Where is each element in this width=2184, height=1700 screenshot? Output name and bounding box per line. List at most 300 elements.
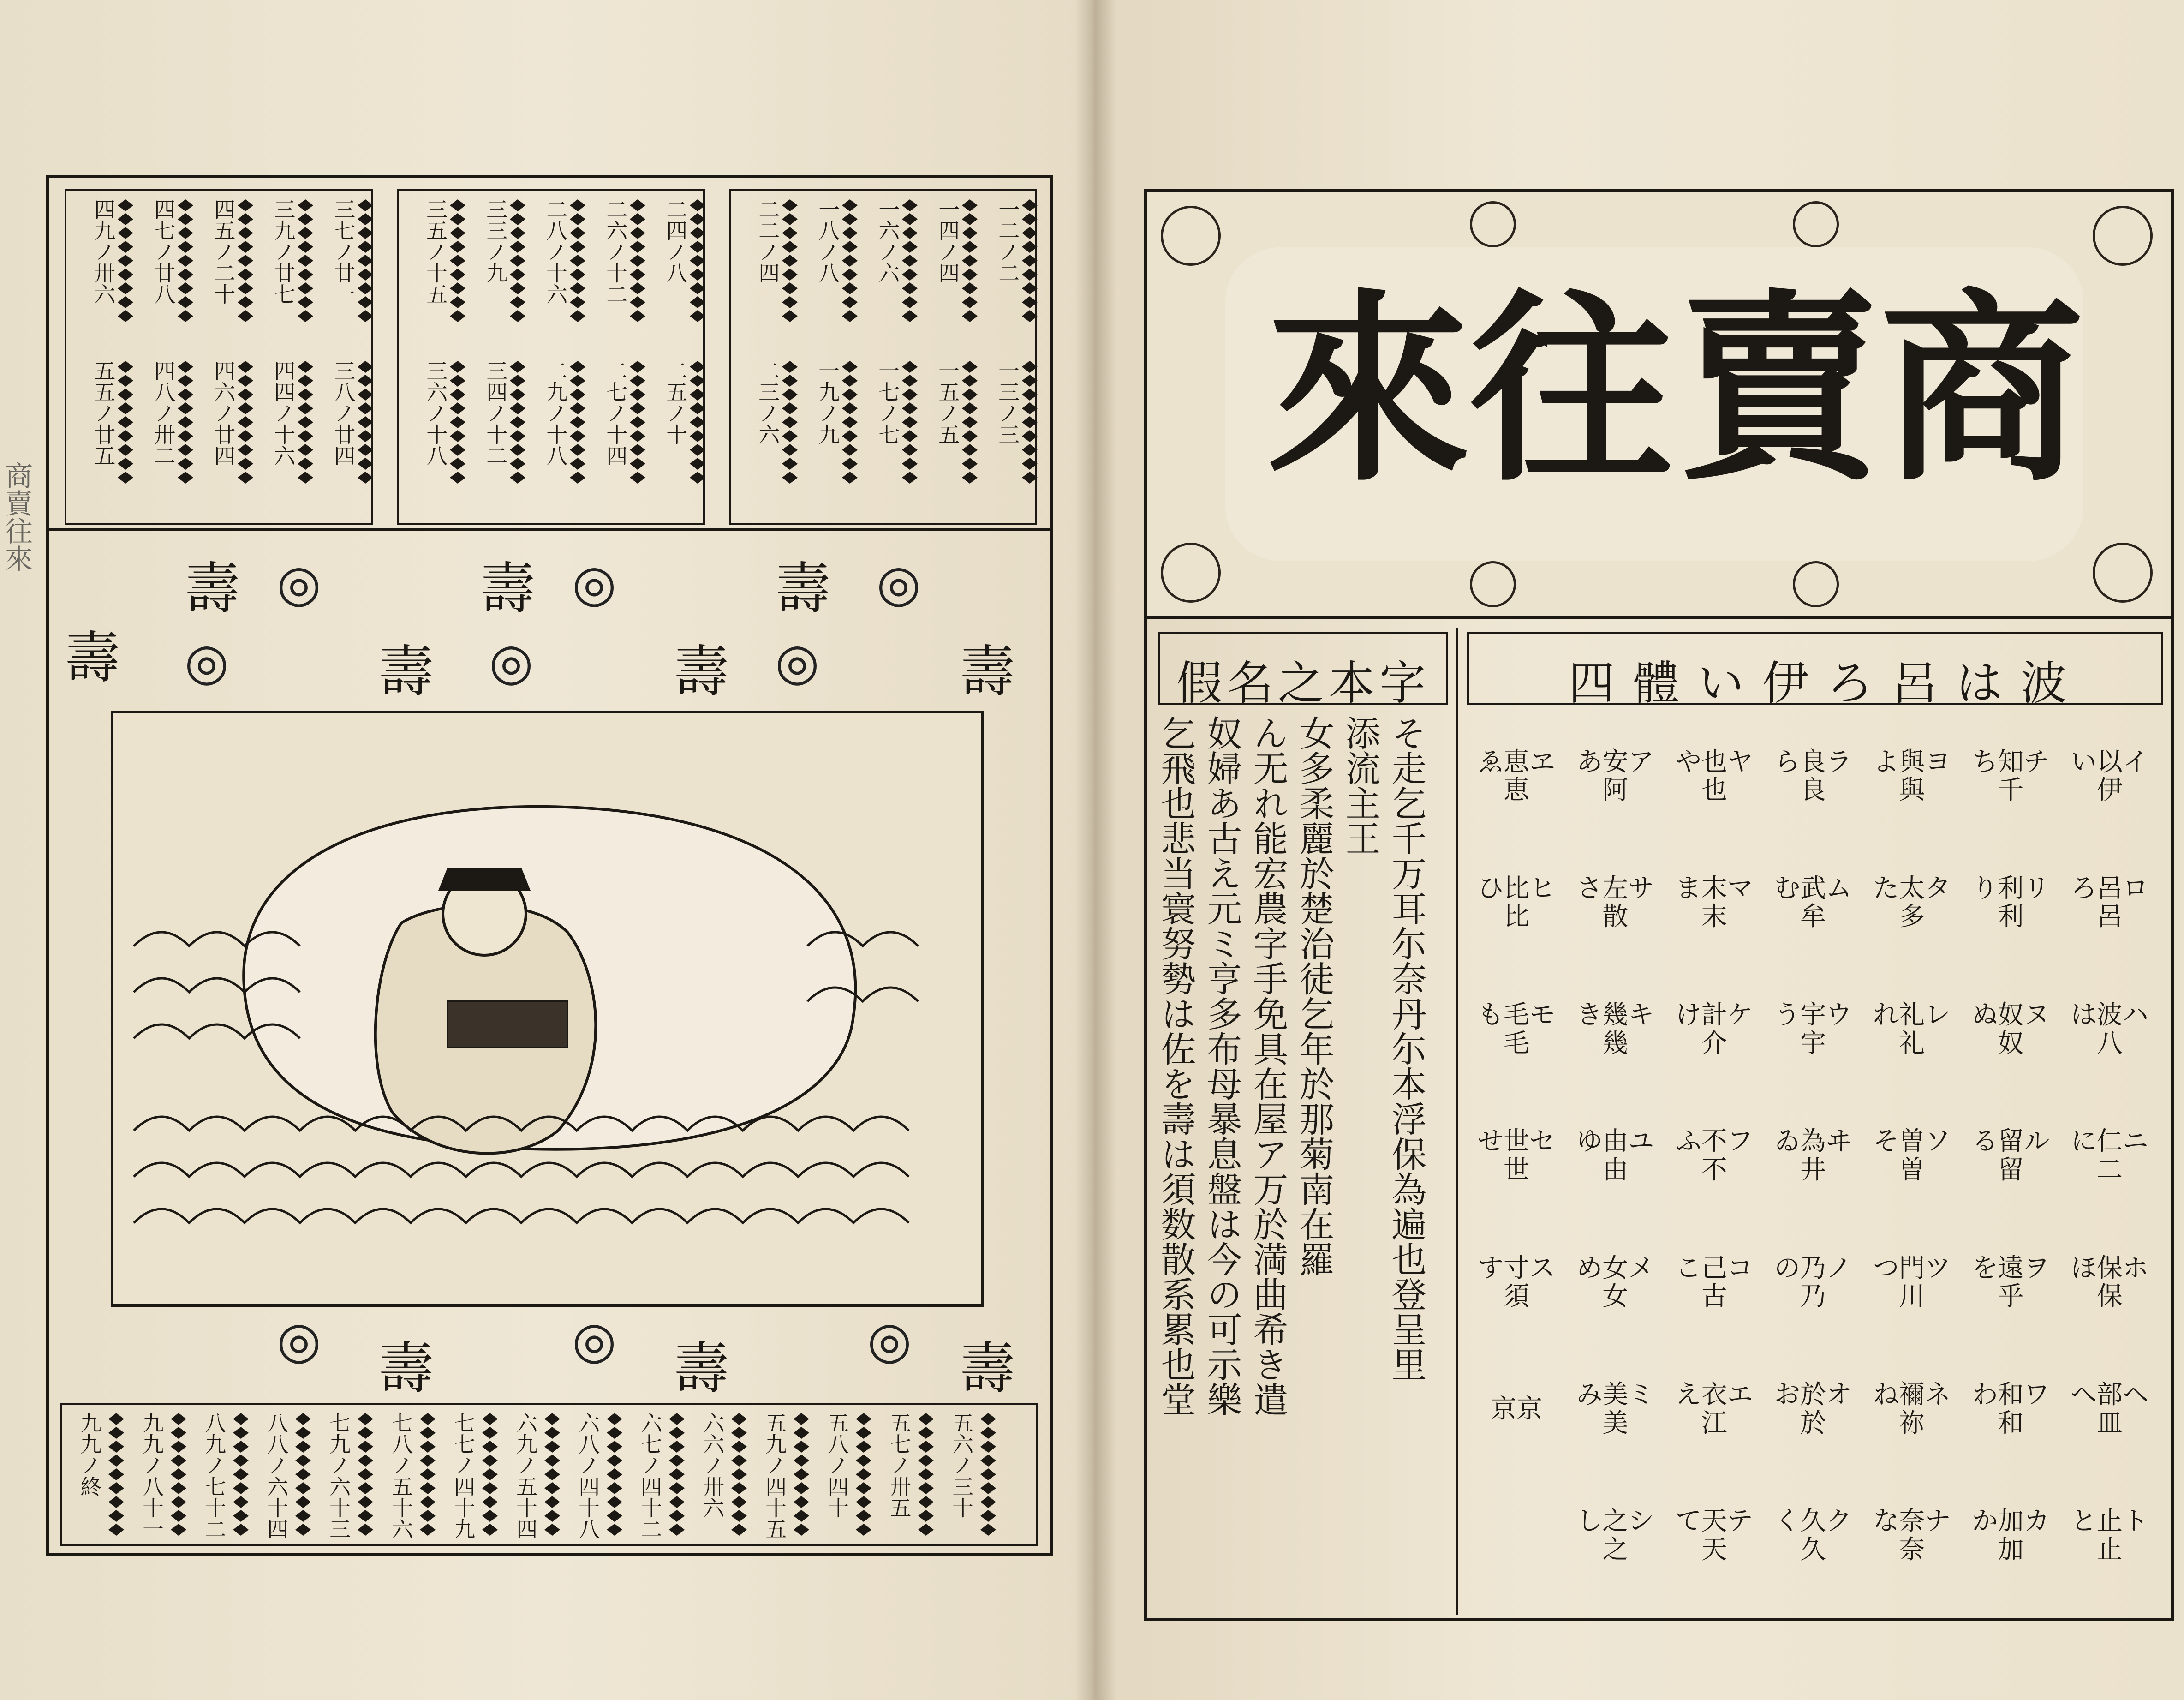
abacus-bead xyxy=(358,444,373,456)
bead-column xyxy=(510,198,525,323)
abacus-label: 七七ノ四十九 xyxy=(451,1412,476,1539)
bead-column xyxy=(782,360,798,485)
abacus-bead xyxy=(782,269,798,281)
abacus-label: 二八ノ十六 xyxy=(543,198,568,305)
abacus-bead xyxy=(842,282,858,294)
iroha-cell: れ礼レ礼 xyxy=(1873,1000,1951,1059)
abacus-bead xyxy=(782,227,798,239)
abacus-bead xyxy=(118,310,133,322)
abacus-bead xyxy=(630,255,645,267)
abacus-bead xyxy=(842,402,858,414)
abacus-bead xyxy=(178,430,193,442)
abacus-bead xyxy=(178,310,193,322)
abacus-bead xyxy=(962,213,978,225)
abacus-label: 二九ノ十八 xyxy=(543,360,568,466)
abacus-bead xyxy=(902,269,918,281)
seal-glyph: 壽 xyxy=(960,640,1015,704)
seal-band xyxy=(55,535,1038,711)
abacus-bead xyxy=(1022,310,1038,322)
abacus-label: 二三ノ六 xyxy=(755,360,781,445)
abacus-bead xyxy=(962,269,978,281)
abacus-bead xyxy=(690,402,705,414)
abacus-bead xyxy=(358,389,373,401)
abacus-bead xyxy=(1022,241,1038,253)
abacus-bead xyxy=(118,282,133,294)
abacus-bead xyxy=(358,402,373,414)
bead-column xyxy=(570,360,585,485)
iroha-cell: し之シ之 xyxy=(1576,1506,1654,1565)
abacus-bead xyxy=(358,361,373,373)
abacus-label: 二二ノ四 xyxy=(755,198,781,283)
abacus-bead xyxy=(118,458,133,470)
illustration xyxy=(115,715,978,1301)
abacus-bead xyxy=(298,430,313,442)
iroha-cell: に仁ニ二 xyxy=(2071,1126,2148,1185)
abacus-bead xyxy=(570,241,585,253)
abacus-bead xyxy=(690,430,705,442)
abacus-bead xyxy=(1022,416,1038,428)
abacus-bead xyxy=(842,375,858,387)
divider xyxy=(46,528,1052,531)
abacus-bead xyxy=(118,416,133,428)
abacus-bead xyxy=(902,361,918,373)
cloud-ornament: ◎ xyxy=(572,1311,616,1370)
iroha-cell: つ門ツ川 xyxy=(1873,1253,1951,1312)
iroha-cell: む武ム牟 xyxy=(1774,873,1852,932)
iroha-cell: も毛モ毛 xyxy=(1478,1000,1556,1059)
abacus-bead xyxy=(510,472,525,484)
abacus-bead xyxy=(690,472,705,484)
abacus-bead xyxy=(902,255,918,267)
abacus-bead xyxy=(238,361,253,373)
scroll-ornament xyxy=(1161,543,1221,603)
abacus-bead xyxy=(298,444,313,456)
scroll-ornament xyxy=(2093,206,2153,266)
cloud-ornament: ◎ xyxy=(877,554,921,613)
seal-glyph: 壽 xyxy=(775,557,830,621)
abacus-bead xyxy=(118,213,133,225)
iroha-cell: せ世セ世 xyxy=(1478,1126,1556,1185)
iroha-cell: り利リ利 xyxy=(1972,873,2050,932)
abacus-bead xyxy=(178,416,193,428)
divider xyxy=(1144,616,2171,619)
abacus-bead xyxy=(1022,213,1038,225)
abacus-label: 三三ノ九 xyxy=(483,198,508,283)
abacus-bead xyxy=(510,310,525,322)
abacus-bead xyxy=(690,361,705,373)
abacus-label: 六七ノ四十二 xyxy=(638,1412,663,1539)
iroha-cell: は波ハ八 xyxy=(2071,1000,2148,1059)
abacus-label: 三七ノ廿一 xyxy=(331,198,356,305)
abacus-bead xyxy=(962,389,978,401)
abacus-bead xyxy=(842,213,858,225)
abacus-bead xyxy=(450,458,465,470)
abacus-bead xyxy=(630,199,645,211)
iroha-cell: さ左サ散 xyxy=(1576,873,1654,932)
abacus-bead xyxy=(1022,472,1038,484)
abacus-bead xyxy=(962,227,978,239)
abacus-bead xyxy=(178,389,193,401)
abacus-bead xyxy=(1022,389,1038,401)
abacus-bead xyxy=(630,416,645,428)
abacus-bead xyxy=(358,458,373,470)
abacus-bead xyxy=(1022,255,1038,267)
abacus-bead xyxy=(1022,361,1038,373)
abacus-bead xyxy=(570,255,585,267)
bead-column xyxy=(358,360,373,485)
abacus-label: 四七ノ廿八 xyxy=(151,198,176,305)
abacus-bead xyxy=(630,472,645,484)
title-char: 往 xyxy=(1470,272,1673,509)
abacus-bead xyxy=(842,444,858,456)
iroha-cell: す寸ス須 xyxy=(1478,1253,1556,1312)
abacus-bead xyxy=(118,199,133,211)
abacus-bead xyxy=(570,458,585,470)
abacus-bead xyxy=(510,241,525,253)
abacus-bead xyxy=(238,199,253,211)
abacus-bead xyxy=(690,255,705,267)
abacus-bead xyxy=(450,310,465,322)
iroha-cell: ゐ為ヰ井 xyxy=(1774,1126,1852,1185)
abacus-label: 六六ノ卅六 xyxy=(700,1412,725,1518)
abacus-bead xyxy=(630,389,645,401)
abacus-bead xyxy=(450,416,465,428)
cloud-ornament: ◎ xyxy=(572,554,616,613)
iroha-cell: よ與ヨ與 xyxy=(1873,747,1951,806)
honji-column: 乞飛也悲当寰努勢は佐を壽は須数散系累也堂 xyxy=(1155,715,1196,1417)
abacus-bead xyxy=(450,282,465,294)
abacus-bead xyxy=(902,430,918,442)
abacus-bead xyxy=(298,296,313,308)
abacus-bead xyxy=(902,296,918,308)
bead-column xyxy=(902,360,918,485)
abacus-bead xyxy=(178,472,193,484)
abacus-label: 一二ノ二 xyxy=(995,198,1020,283)
title-char: 賣 xyxy=(1677,272,1880,509)
seal-glyph: 壽 xyxy=(674,1337,729,1401)
abacus-bead xyxy=(450,402,465,414)
abacus-bead xyxy=(298,227,313,239)
bead-column xyxy=(962,360,978,485)
abacus-bead xyxy=(690,310,705,322)
header-right-label: 四體い伊ろ呂は波 xyxy=(1569,656,2085,710)
abacus-bead xyxy=(298,213,313,225)
divider xyxy=(1456,628,1458,1615)
abacus-bead xyxy=(962,472,978,484)
abacus-label: 六八ノ四十八 xyxy=(575,1412,601,1539)
abacus-bead xyxy=(782,472,798,484)
abacus-bead xyxy=(238,241,253,253)
abacus-bead xyxy=(118,472,133,484)
abacus-bead xyxy=(358,282,373,294)
abacus-bead xyxy=(510,402,525,414)
bead-column xyxy=(238,198,253,323)
iroha-cell: え衣エ江 xyxy=(1675,1379,1753,1438)
iroha-cell: け計ケ介 xyxy=(1675,1000,1753,1059)
abacus-label: 一五ノ五 xyxy=(935,360,961,445)
abacus-bead xyxy=(238,310,253,322)
abacus-bead xyxy=(298,472,313,484)
seal-glyph: 壽 xyxy=(185,557,240,621)
abacus-bead xyxy=(902,213,918,225)
iroha-cell: わ和ワ和 xyxy=(1972,1379,2050,1438)
iroha-cell: 京京 xyxy=(1491,1394,1543,1424)
iroha-cell: ぬ奴ヌ奴 xyxy=(1972,1000,2050,1059)
abacus-label: 三九ノ廿七 xyxy=(271,198,296,305)
abacus-bead xyxy=(842,310,858,322)
abacus-bead xyxy=(902,458,918,470)
abacus-label: 五五ノ廿五 xyxy=(91,360,116,466)
abacus-bead xyxy=(842,430,858,442)
abacus-bead xyxy=(1022,444,1038,456)
abacus-bead xyxy=(962,241,978,253)
abacus-label: 九九ノ八十一 xyxy=(139,1412,165,1539)
abacus-bead xyxy=(630,269,645,281)
abacus-bottom-labels xyxy=(69,1412,1029,1541)
abacus-bead xyxy=(358,296,373,308)
seal-glyph: 壽 xyxy=(378,640,434,704)
iroha-cell: へ部ヘ皿 xyxy=(2071,1379,2148,1438)
abacus-bead xyxy=(178,402,193,414)
abacus-bead xyxy=(238,227,253,239)
bead-column xyxy=(118,360,133,485)
iroha-cell: や也ヤ也 xyxy=(1675,747,1753,806)
abacus-bead xyxy=(238,444,253,456)
abacus-bead xyxy=(690,458,705,470)
bead-column xyxy=(450,198,465,323)
abacus-bead xyxy=(690,213,705,225)
abacus-bead xyxy=(118,402,133,414)
iroha-cell: ろ呂ロ呂 xyxy=(2071,873,2148,932)
abacus-bead xyxy=(962,458,978,470)
abacus-label: 五七ノ卅五 xyxy=(887,1412,912,1518)
abacus-label: 二四ノ八 xyxy=(663,198,688,283)
abacus-bead xyxy=(962,255,978,267)
abacus-bead xyxy=(510,361,525,373)
abacus-bead xyxy=(298,458,313,470)
abacus-bead xyxy=(450,296,465,308)
abacus-bead xyxy=(842,199,858,211)
abacus-label: 一九ノ九 xyxy=(815,360,841,445)
iroha-cell: う宇ウ宇 xyxy=(1774,1000,1852,1059)
abacus-bead xyxy=(178,227,193,239)
abacus-bead xyxy=(510,416,525,428)
abacus-bead xyxy=(690,282,705,294)
abacus-bead xyxy=(690,416,705,428)
abacus-bead xyxy=(630,458,645,470)
abacus-bead xyxy=(358,416,373,428)
abacus-bead xyxy=(902,389,918,401)
abacus-bead xyxy=(570,416,585,428)
abacus-bead xyxy=(298,416,313,428)
iroha-cell: こ己コ古 xyxy=(1675,1253,1753,1312)
abacus-bead xyxy=(962,375,978,387)
abacus-bead xyxy=(178,269,193,281)
cloud-ornament: ◎ xyxy=(489,632,533,691)
abacus-label: 六九ノ五十四 xyxy=(513,1412,538,1539)
abacus-bead xyxy=(358,213,373,225)
abacus-label: 二六ノ十二 xyxy=(603,198,628,305)
abacus-bead xyxy=(1022,375,1038,387)
abacus-bead xyxy=(118,375,133,387)
abacus-bead xyxy=(298,282,313,294)
scroll-ornament xyxy=(1161,206,1221,266)
abacus-bead xyxy=(902,444,918,456)
iroha-cell: め女メ女 xyxy=(1576,1253,1654,1312)
abacus-bead xyxy=(962,416,978,428)
abacus-bead xyxy=(450,444,465,456)
abacus-bead xyxy=(570,361,585,373)
iroha-cell: ら良ラ良 xyxy=(1774,747,1852,806)
abacus-bead xyxy=(570,269,585,281)
abacus-bead xyxy=(450,472,465,484)
abacus-bead xyxy=(510,375,525,387)
abacus-label: 四五ノ二十 xyxy=(211,198,236,305)
bead-column xyxy=(298,360,313,485)
seal-glyph: 壽 xyxy=(378,1337,434,1401)
abacus-bead xyxy=(238,389,253,401)
abacus-bead xyxy=(570,282,585,294)
honji-column: 添流主王 xyxy=(1340,715,1381,856)
abacus-bead xyxy=(842,241,858,253)
abacus-bead xyxy=(450,241,465,253)
abacus-bead xyxy=(298,361,313,373)
abacus-bead xyxy=(570,296,585,308)
honji-column: 女多柔麗於楚治徒乞年於那菊南在羅 xyxy=(1294,715,1335,1276)
abacus-bead xyxy=(842,255,858,267)
bead-column xyxy=(842,360,858,485)
abacus-bead xyxy=(178,361,193,373)
iroha-cell: た太タ多 xyxy=(1873,873,1951,932)
iroha-cell: あ安ア阿 xyxy=(1576,747,1654,806)
abacus-bead xyxy=(782,199,798,211)
abacus-bead xyxy=(238,255,253,267)
cloud-ornament: ◎ xyxy=(277,554,321,613)
scroll-ornament xyxy=(2093,543,2153,603)
abacus-bead xyxy=(690,375,705,387)
abacus-bead xyxy=(690,241,705,253)
iroha-cell: ゆ由ユ由 xyxy=(1576,1126,1654,1185)
abacus-bead xyxy=(570,199,585,211)
abacus-bead xyxy=(782,213,798,225)
abacus-bead xyxy=(358,310,373,322)
abacus-label: 八九ノ七十二 xyxy=(202,1412,227,1539)
abacus-label: 三八ノ廿四 xyxy=(331,360,356,466)
abacus-bead xyxy=(902,282,918,294)
abacus-bead xyxy=(902,416,918,428)
iroha-cell: ま末マ末 xyxy=(1675,873,1753,932)
iroha-cell: か加カ加 xyxy=(1972,1506,2050,1565)
abacus-bead xyxy=(630,227,645,239)
bead-column xyxy=(630,198,645,323)
abacus-bead xyxy=(690,444,705,456)
abacus-bead xyxy=(782,430,798,442)
bead-column xyxy=(902,198,918,323)
abacus-bead xyxy=(510,389,525,401)
abacus-bead xyxy=(358,199,373,211)
abacus-bead xyxy=(238,269,253,281)
abacus-bead xyxy=(570,402,585,414)
abacus-bead xyxy=(842,458,858,470)
abacus-label: 四四ノ十六 xyxy=(271,360,296,466)
iroha-cell: み美ミ美 xyxy=(1576,1379,1654,1438)
iroha-table xyxy=(1467,715,2159,1601)
abacus-bead xyxy=(178,213,193,225)
abacus-bead xyxy=(630,310,645,322)
seal-glyph: 壽 xyxy=(480,557,535,621)
abacus-bead xyxy=(782,241,798,253)
bead-column xyxy=(842,198,858,323)
abacus-bead xyxy=(962,310,978,322)
abacus-bead xyxy=(178,296,193,308)
iroha-cell: ゑ恵ヱ恵 xyxy=(1478,747,1556,806)
abacus-bead xyxy=(298,199,313,211)
cloud-ornament: ◎ xyxy=(277,1311,321,1370)
abacus-bead xyxy=(842,269,858,281)
abacus-bead xyxy=(118,361,133,373)
iroha-cell: お於オ於 xyxy=(1774,1379,1852,1438)
abacus-label: 一六ノ六 xyxy=(875,198,901,283)
abacus-bead xyxy=(118,255,133,267)
abacus-bead xyxy=(510,227,525,239)
abacus-bead xyxy=(450,227,465,239)
title-cartouche xyxy=(1147,192,2166,617)
bead-column xyxy=(358,198,373,323)
abacus-bead xyxy=(1022,296,1038,308)
abacus-bead xyxy=(510,199,525,211)
abacus-bead xyxy=(842,416,858,428)
abacus-bead xyxy=(358,472,373,484)
abacus-bead xyxy=(298,241,313,253)
abacus-bead xyxy=(782,361,798,373)
cloud-ornament: ◎ xyxy=(775,632,819,691)
iroha-cell: て天テ天 xyxy=(1675,1506,1753,1565)
abacus-bead xyxy=(782,458,798,470)
abacus-bead xyxy=(450,361,465,373)
seal-glyph: 壽 xyxy=(65,626,120,690)
header-left-label: 假名之本字 xyxy=(1176,656,1430,710)
abacus-label: 一八ノ八 xyxy=(815,198,841,283)
abacus-bead xyxy=(902,375,918,387)
abacus-bead xyxy=(178,444,193,456)
abacus-bead xyxy=(570,430,585,442)
abacus-bead xyxy=(570,310,585,322)
iroha-cell: を遠ヲ乎 xyxy=(1972,1253,2050,1312)
abacus-label: 一四ノ四 xyxy=(935,198,961,283)
abacus-bead xyxy=(842,227,858,239)
abacus-bead xyxy=(842,472,858,484)
abacus-bead xyxy=(510,269,525,281)
bead-column xyxy=(782,198,798,323)
abacus-bead xyxy=(238,282,253,294)
abacus-label: 五八ノ四十 xyxy=(824,1412,850,1518)
abacus-bead xyxy=(630,375,645,387)
abacus-bead xyxy=(1022,402,1038,414)
abacus-label: 一七ノ七 xyxy=(875,360,901,445)
abacus-bead xyxy=(782,375,798,387)
abacus-bead xyxy=(630,241,645,253)
abacus-bead xyxy=(298,255,313,267)
abacus-label: 七九ノ六十三 xyxy=(326,1412,352,1539)
bead-column xyxy=(178,360,193,485)
scroll-ornament xyxy=(1470,201,1516,247)
abacus-bead xyxy=(178,255,193,267)
abacus-bead xyxy=(962,361,978,373)
bead-column xyxy=(690,198,705,323)
seal-glyph: 壽 xyxy=(960,1337,1015,1401)
abacus-bead xyxy=(358,227,373,239)
abacus-bead xyxy=(962,444,978,456)
